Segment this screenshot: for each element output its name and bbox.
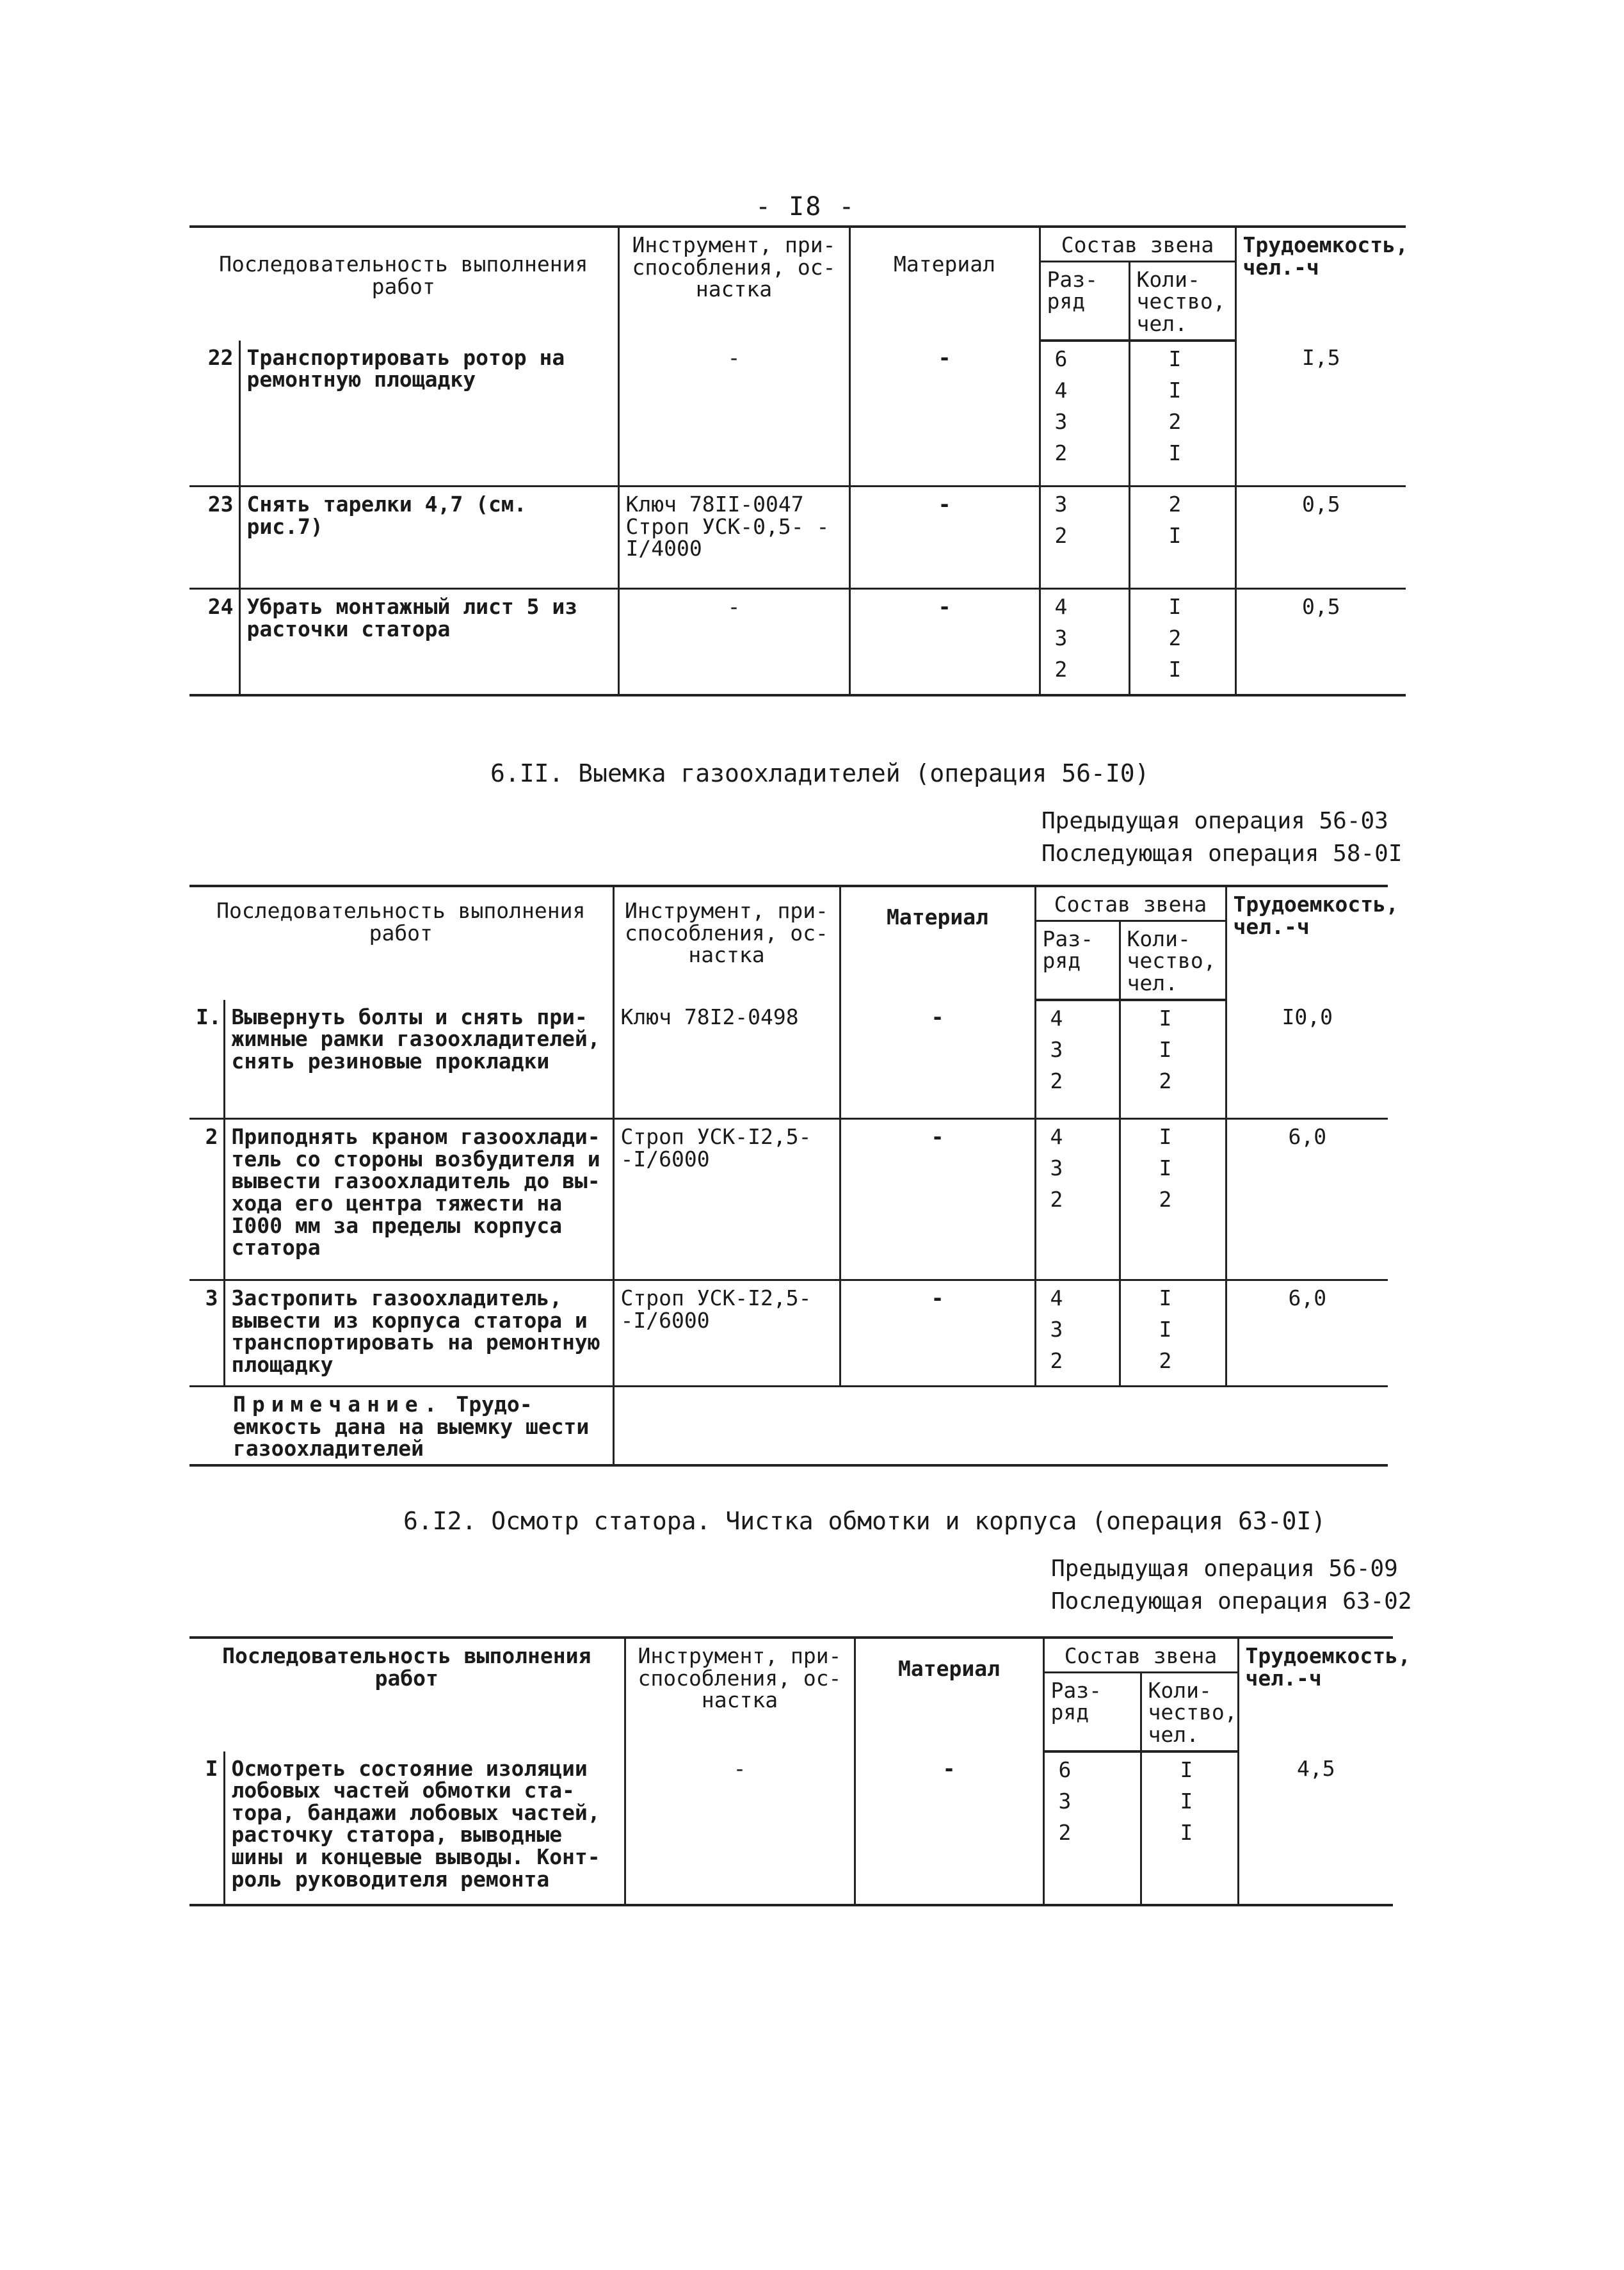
- count-value: 2: [1168, 408, 1182, 434]
- rank-value: 2: [1050, 1348, 1063, 1374]
- table-note: [189, 1387, 613, 1465]
- header-material: Материал: [849, 227, 1040, 341]
- rank-cell: [1035, 1000, 1120, 1119]
- header-crew: Состав звена: [1043, 1638, 1238, 1672]
- count-value: I: [1168, 594, 1182, 620]
- count-value: I: [1159, 1285, 1172, 1311]
- header-work: Последовательность выполнения работ: [189, 1638, 625, 1751]
- row-number: 2: [189, 1119, 224, 1280]
- work-step: Снять тарелки 4,7 (см. рис.7): [239, 487, 618, 589]
- note-empty-area: [613, 1387, 1388, 1465]
- work-step: Убрать монтажный лист 5 из расточки статора: [239, 589, 618, 696]
- count-value: I: [1180, 1757, 1193, 1782]
- material-cell: -: [840, 1000, 1035, 1119]
- tool-cell: -: [618, 589, 849, 696]
- count-value: I: [1168, 657, 1182, 682]
- rank-value: 3: [1058, 1788, 1072, 1814]
- tool-cell: -: [618, 341, 849, 487]
- material-cell: -: [840, 1119, 1035, 1280]
- rank-value: 2: [1054, 523, 1068, 549]
- count-value: I: [1180, 1819, 1193, 1845]
- rank-value: 3: [1050, 1155, 1063, 1181]
- rank-value: 2: [1054, 440, 1068, 465]
- rank-value: 2: [1050, 1187, 1063, 1212]
- header-labor: Трудоемкость, чел.-ч: [1238, 1638, 1393, 1751]
- section-title: 6.I2. Осмотр статора. Чистка обмотки и корпуса (операция 63-0I): [403, 1507, 1326, 1535]
- rank-value: 3: [1054, 408, 1068, 434]
- row-number: 22: [189, 341, 239, 487]
- rank-value: 4: [1050, 1285, 1063, 1311]
- count-value: 2: [1168, 492, 1182, 517]
- count-value: I: [1168, 377, 1182, 403]
- previous-operation: Предыдущая операция 56-09: [1051, 1556, 1398, 1582]
- count-cell: [1129, 487, 1235, 589]
- count-cell: [1120, 1119, 1226, 1280]
- count-value: I: [1159, 1005, 1172, 1031]
- rank-value: 3: [1054, 625, 1068, 651]
- count-value: I: [1168, 440, 1182, 465]
- next-operation: Последующая операция 63-02: [1051, 1588, 1412, 1614]
- tool-cell: Ключ 78II-0047 Строп УСК-0,5- -I/4000: [618, 487, 849, 589]
- previous-operation: Предыдущая операция 56-03: [1041, 808, 1388, 834]
- header-count: Коли- чество, чел.: [1141, 1672, 1238, 1751]
- rank-cell: [1035, 1119, 1120, 1280]
- rank-cell: [1040, 341, 1129, 487]
- rank-value: 4: [1054, 377, 1068, 403]
- header-labor: Трудоемкость, чел.-ч: [1226, 886, 1388, 1000]
- work-table-3: [189, 1636, 1411, 1906]
- work-table-2: [189, 885, 1399, 1467]
- count-cell: [1129, 341, 1235, 487]
- count-value: I: [1159, 1155, 1172, 1181]
- row-number: I.: [189, 1000, 224, 1119]
- note-label: Примечание.: [233, 1392, 444, 1417]
- labor-cell: 6,0: [1226, 1119, 1388, 1280]
- rank-value: 2: [1054, 657, 1068, 682]
- count-cell: [1120, 1280, 1226, 1387]
- header-tool: Инструмент, при- способления, ос- настка: [613, 886, 840, 1000]
- count-value: I: [1168, 523, 1182, 549]
- header-rank: Раз- ряд: [1040, 261, 1129, 340]
- rank-value: 6: [1058, 1757, 1072, 1782]
- work-step: Вывернуть болты и снять при- жимные рамки газоохладителей, снять резиновые прокладки: [224, 1000, 613, 1119]
- rank-cell: [1043, 1751, 1141, 1905]
- row-number: 23: [189, 487, 239, 589]
- material-cell: -: [840, 1280, 1035, 1387]
- count-cell: [1120, 1000, 1226, 1119]
- work-step: Осмотреть состояние изоляции лобовых частей обмотки ста- тора, бандажи лобовых частей, расточку статора, выводные шины и концевые выводы. Конт- роль руководителя ремонта: [224, 1751, 625, 1905]
- labor-cell: 6,0: [1226, 1280, 1388, 1387]
- row-number: I: [189, 1751, 224, 1905]
- labor-cell: 0,5: [1235, 487, 1406, 589]
- row-number: 24: [189, 589, 239, 696]
- count-cell: [1129, 589, 1235, 696]
- labor-cell: I,5: [1235, 341, 1406, 487]
- tool-cell: Строп УСК-I2,5- -I/6000: [613, 1280, 840, 1387]
- labor-cell: 4,5: [1238, 1751, 1393, 1905]
- tool-cell: Ключ 78I2-0498: [613, 1000, 840, 1119]
- header-rank: Раз- ряд: [1035, 921, 1120, 999]
- header-work: Последовательность выполнения работ: [189, 227, 618, 341]
- count-value: I: [1168, 346, 1182, 371]
- count-value: 2: [1159, 1068, 1172, 1093]
- count-cell: [1141, 1751, 1238, 1905]
- note-text: Трудо- емкость дана на выемку шести газоохладителей: [233, 1392, 590, 1461]
- work-step: Приподнять краном газоохлади- тель со стороны возбудителя и вывести газоохладитель до вы- хода его центра тяжести на I000 мм за пределы корпуса статора: [224, 1119, 613, 1280]
- header-material: Материал: [855, 1638, 1043, 1751]
- count-value: 2: [1159, 1187, 1172, 1212]
- header-count: Коли- чество, чел.: [1129, 261, 1235, 340]
- material-cell: -: [855, 1751, 1043, 1905]
- material-cell: -: [849, 589, 1040, 696]
- header-labor: Трудоемкость, чел.-ч: [1235, 227, 1406, 341]
- work-step: Транспортировать ротор на ремонтную площадку: [239, 341, 618, 487]
- rank-cell: [1040, 487, 1129, 589]
- section-title: 6.II. Выемка газоохладителей (операция 56-I0): [490, 759, 1150, 787]
- header-rank: Раз- ряд: [1043, 1672, 1141, 1751]
- rank-value: 3: [1050, 1317, 1063, 1342]
- rank-cell: [1040, 589, 1129, 696]
- labor-cell: 0,5: [1235, 589, 1406, 696]
- material-cell: -: [849, 487, 1040, 589]
- work-table-1: [189, 225, 1406, 696]
- rank-value: 6: [1054, 346, 1068, 371]
- header-tool: Инструмент, при- способления, ос- настка: [618, 227, 849, 341]
- count-value: 2: [1159, 1348, 1172, 1374]
- header-work: Последовательность выполнения работ: [189, 886, 613, 1000]
- rank-value: 2: [1050, 1068, 1063, 1093]
- header-material: Материал: [840, 886, 1035, 1000]
- tool-cell: Строп УСК-I2,5- -I/6000: [613, 1119, 840, 1280]
- header-count: Коли- чество, чел.: [1120, 921, 1226, 999]
- labor-cell: I0,0: [1226, 1000, 1388, 1119]
- rank-value: 4: [1050, 1124, 1063, 1150]
- header-tool: Инструмент, при- способления, ос- настка: [625, 1638, 855, 1751]
- rank-value: 3: [1054, 492, 1068, 517]
- rank-value: 4: [1050, 1005, 1063, 1031]
- header-crew: Состав звена: [1035, 886, 1226, 921]
- work-step: Застропить газоохладитель, вывести из корпуса статора и транспортировать на ремонтную площадку: [224, 1280, 613, 1387]
- count-value: I: [1159, 1124, 1172, 1150]
- rank-value: 2: [1058, 1819, 1072, 1845]
- rank-value: 3: [1050, 1036, 1063, 1062]
- page-number: - I8 -: [755, 192, 856, 221]
- count-value: 2: [1168, 625, 1182, 651]
- rank-value: 4: [1054, 594, 1068, 620]
- material-cell: -: [849, 341, 1040, 487]
- count-value: I: [1180, 1788, 1193, 1814]
- row-number: 3: [189, 1280, 224, 1387]
- tool-cell: -: [625, 1751, 855, 1905]
- count-value: I: [1159, 1317, 1172, 1342]
- rank-cell: [1035, 1280, 1120, 1387]
- count-value: I: [1159, 1036, 1172, 1062]
- header-crew: Состав звена: [1040, 227, 1235, 261]
- next-operation: Последующая операция 58-0I: [1041, 841, 1403, 867]
